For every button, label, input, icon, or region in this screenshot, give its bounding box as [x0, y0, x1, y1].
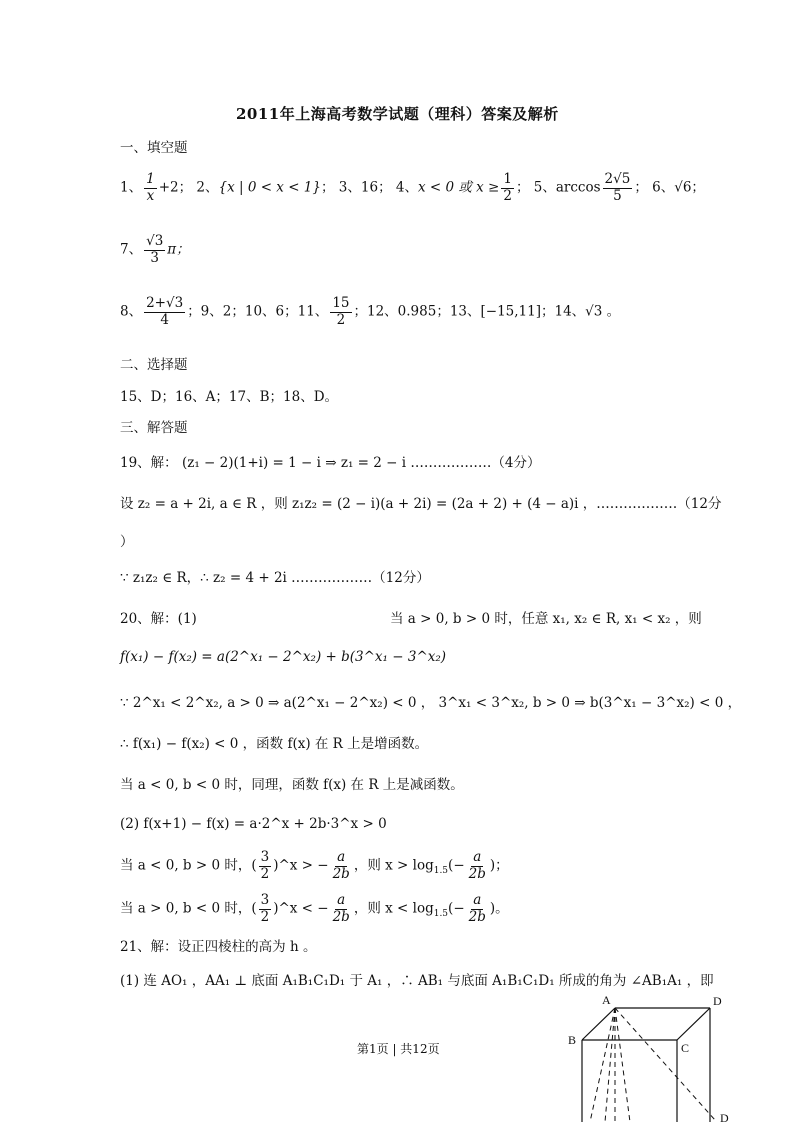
section-heading-fill: 一、填空题	[120, 140, 188, 156]
label-a: A	[602, 993, 611, 1007]
q20-line-6: (2) f(x+1) − f(x) = a·2^x + 2b·3^x > 0	[120, 816, 387, 832]
diag-4	[615, 1008, 715, 1120]
label-c: C	[681, 1041, 690, 1055]
q20-head-right: 当 a > 0, b > 0 时，任意 x₁, x₂ ∈ R, x₁ < x₂ ，则	[390, 611, 702, 627]
edge-ab	[582, 1008, 615, 1040]
q21-line-1: 21、解：设正四棱柱的高为 h 。	[120, 939, 317, 955]
choice-answers: 15、D；16、A；17、B；18、D。	[120, 389, 339, 405]
q19-line-2: 设 z₂ = a + 2i, a ∈ R ，则 z₁z₂ = (2 − i)(a + 2i) = (2a + 2) + (4 − a)i ，………………（12分	[120, 496, 722, 512]
label-d1: D	[720, 1111, 729, 1122]
q21-line-2: (1) 连 AO₁ ，AA₁ ⊥ 底面 A₁B₁C₁D₁ 于 A₁ ，∴ AB₁ 与底面 A₁B₁C₁D₁ 所成的角为 ∠AB₁A₁ ，即	[120, 973, 714, 989]
fill-answers-line-3: 8、 $\frac{2+√3}{4}$ ；9、2；10、6；11、 $\frac{15}{2}$ ；12、0.985；13、[−15,11]；14、√3 。	[120, 295, 621, 328]
section-heading-solutions: 三、解答题	[120, 420, 188, 436]
q20-line-2: f(x₁) − f(x₂) = a(2^x₁ − 2^x₂) + b(3^x₁ − 3^x₂)	[120, 649, 447, 665]
q20-line-4: ∴ f(x₁) − f(x₂) < 0 ，函数 f(x) 在 R 上是增函数。	[120, 736, 429, 752]
page-footer: 第1页 | 共12页	[357, 1042, 440, 1056]
label-d: D	[713, 994, 722, 1008]
q20-line-8: 当 a > 0, b < 0 时，( $\frac{3}{2}$ )^x < − $\frac{a}{2b}$ ，则 $x < \log_{1.5}(-$ $\frac{a}{2b}$ )。	[120, 892, 509, 925]
q20-head-left: 20、解：(1)	[120, 611, 197, 627]
q19-line-3: ）	[120, 534, 134, 550]
edge-dc	[677, 1008, 710, 1040]
q20-line-7: 当 a < 0, b > 0 时，( $\frac{3}{2}$ )^x > − $\frac{a}{2b}$ ，则 $x > \log_{1.5}(-$ $\frac{a}{2b}$ )；	[120, 849, 509, 882]
diag-1	[590, 1008, 615, 1122]
q20-line-5: 当 a < 0, b < 0 时，同理，函数 f(x) 在 R 上是减函数。	[120, 777, 464, 793]
page-title: 2011年上海高考数学试题（理科）答案及解析	[236, 105, 559, 123]
q19-line-1: 19、解： (z₁ − 2)(1+i) = 1 − i ⇒ z₁ = 2 − i ………………（4分）	[120, 455, 541, 471]
diag-2	[605, 1008, 615, 1122]
fill-answers-line-1: 1、 $\frac{1}{x}$ +2； 2、{x | 0 < x < 1}； 3、16； 4、x < 0 或 x ≥ $\frac{1}{2}$ ； 5、arccos $\frac{2√5}{5}$ ； 6、√6；	[120, 171, 705, 204]
prism-figure	[570, 992, 750, 1122]
label-b: B	[568, 1033, 577, 1047]
section-heading-choice: 二、选择题	[120, 357, 188, 373]
q19-line-4: ∵ z₁z₂ ∈ R，∴ z₂ = 4 + 2i ………………（12分）	[120, 570, 430, 586]
q20-line-3: ∵ 2^x₁ < 2^x₂, a > 0 ⇒ a(2^x₁ − 2^x₂) < 0 ， 3^x₁ < 3^x₂, b > 0 ⇒ b(3^x₁ − 3^x₂) < 0 ，	[120, 695, 742, 711]
diag-3	[615, 1008, 630, 1122]
fill-answers-line-2: 7、 $\frac{√3}{3}$ π；	[120, 233, 190, 266]
